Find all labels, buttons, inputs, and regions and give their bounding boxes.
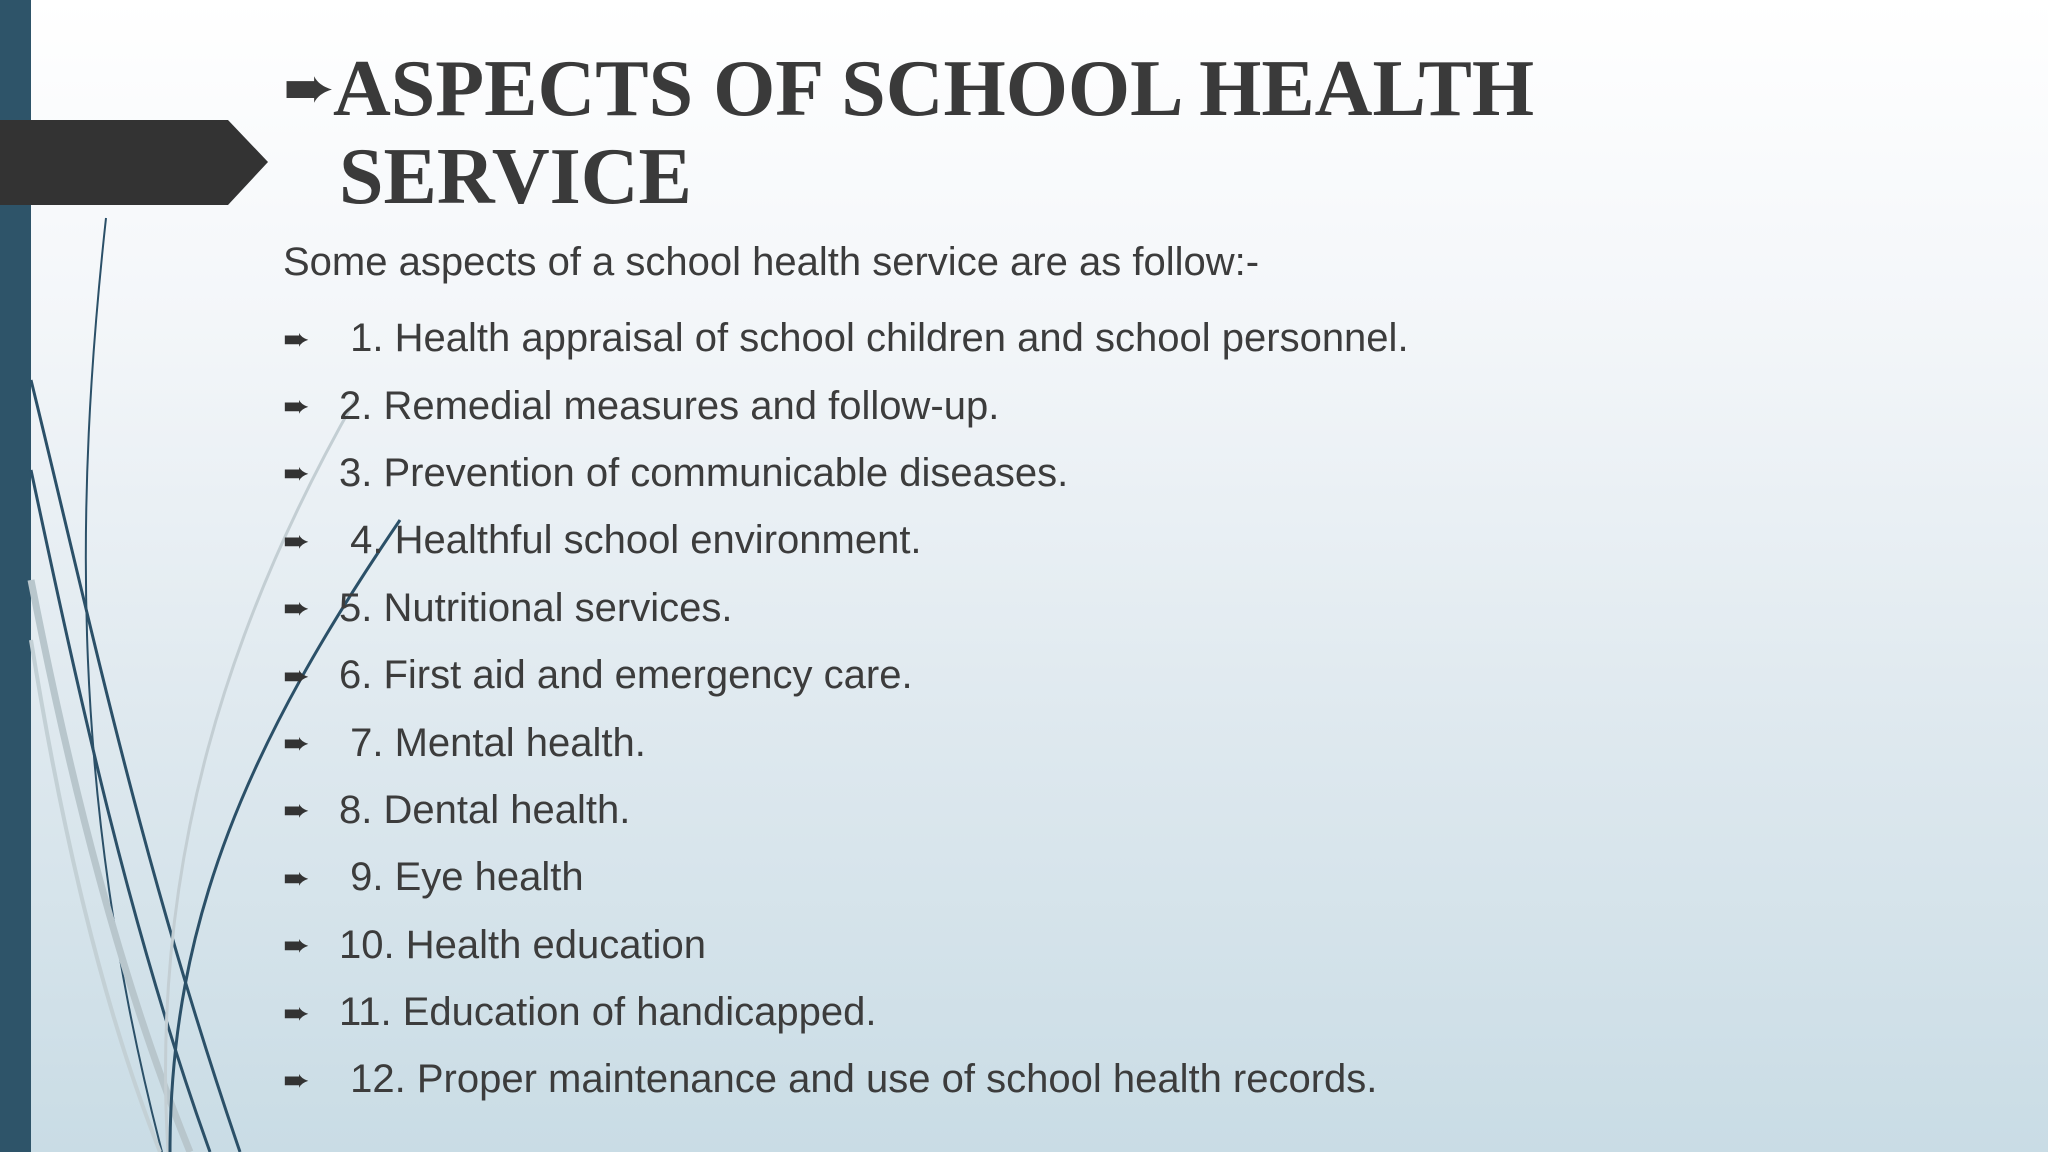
title-line-1: ASPECTS OF SCHOOL HEALTH [332, 45, 1535, 133]
black-right-arrow-bullet-icon: ➨ [283, 858, 310, 897]
list-item-text: 6. First aid and emergency care. [339, 653, 913, 698]
list-item [283, 844, 1409, 911]
black-right-arrow-bullet-icon: ➨ [283, 993, 310, 1032]
black-right-arrow-icon: ➨ [283, 51, 335, 124]
list-item [283, 440, 1409, 507]
list-item-text: 7. Mental health. [339, 720, 646, 765]
list-item-text: 11. Education of handicapped. [339, 990, 877, 1035]
list-item [283, 912, 1409, 979]
black-right-arrow-bullet-icon: ➨ [283, 521, 310, 560]
title-accent-tab [0, 120, 268, 205]
list-item [283, 507, 1409, 574]
list-item [283, 1046, 1409, 1113]
list-item-text: 5. Nutritional services. [339, 585, 733, 630]
list-item-text: 1. Health appraisal of school children and school personnel. [339, 316, 1409, 361]
list-item-text: 3. Prevention of communicable diseases. [339, 450, 1069, 495]
list-item-text: 9. Eye health [339, 855, 584, 900]
list-item [283, 575, 1409, 642]
aspects-list [283, 305, 1409, 1114]
list-item [283, 979, 1409, 1046]
title-line-2: SERVICE [339, 133, 692, 221]
list-item-text: 2. Remedial measures and follow-up. [339, 383, 1000, 428]
black-right-arrow-bullet-icon: ➨ [283, 791, 310, 830]
black-right-arrow-bullet-icon: ➨ [283, 926, 310, 965]
intro-text: Some aspects of a school health service are as follow:- [283, 240, 1260, 284]
black-right-arrow-bullet-icon: ➨ [283, 1060, 310, 1099]
list-item [283, 777, 1409, 844]
black-right-arrow-bullet-icon: ➨ [283, 656, 310, 695]
list-item-text: 12. Proper maintenance and use of school health records. [339, 1057, 1378, 1102]
list-item [283, 372, 1409, 439]
list-item [283, 642, 1409, 709]
black-right-arrow-bullet-icon: ➨ [283, 454, 310, 493]
black-right-arrow-bullet-icon: ➨ [283, 319, 310, 358]
black-right-arrow-bullet-icon: ➨ [283, 589, 310, 628]
slide-title [283, 44, 1783, 221]
list-item-text: 8. Dental health. [339, 787, 631, 832]
list-item-text: 4. Healthful school environment. [339, 518, 922, 563]
list-item-text: 10. Health education [339, 922, 706, 967]
black-right-arrow-bullet-icon: ➨ [283, 387, 310, 426]
black-right-arrow-bullet-icon: ➨ [283, 724, 310, 763]
list-item [283, 305, 1409, 372]
list-item [283, 709, 1409, 776]
